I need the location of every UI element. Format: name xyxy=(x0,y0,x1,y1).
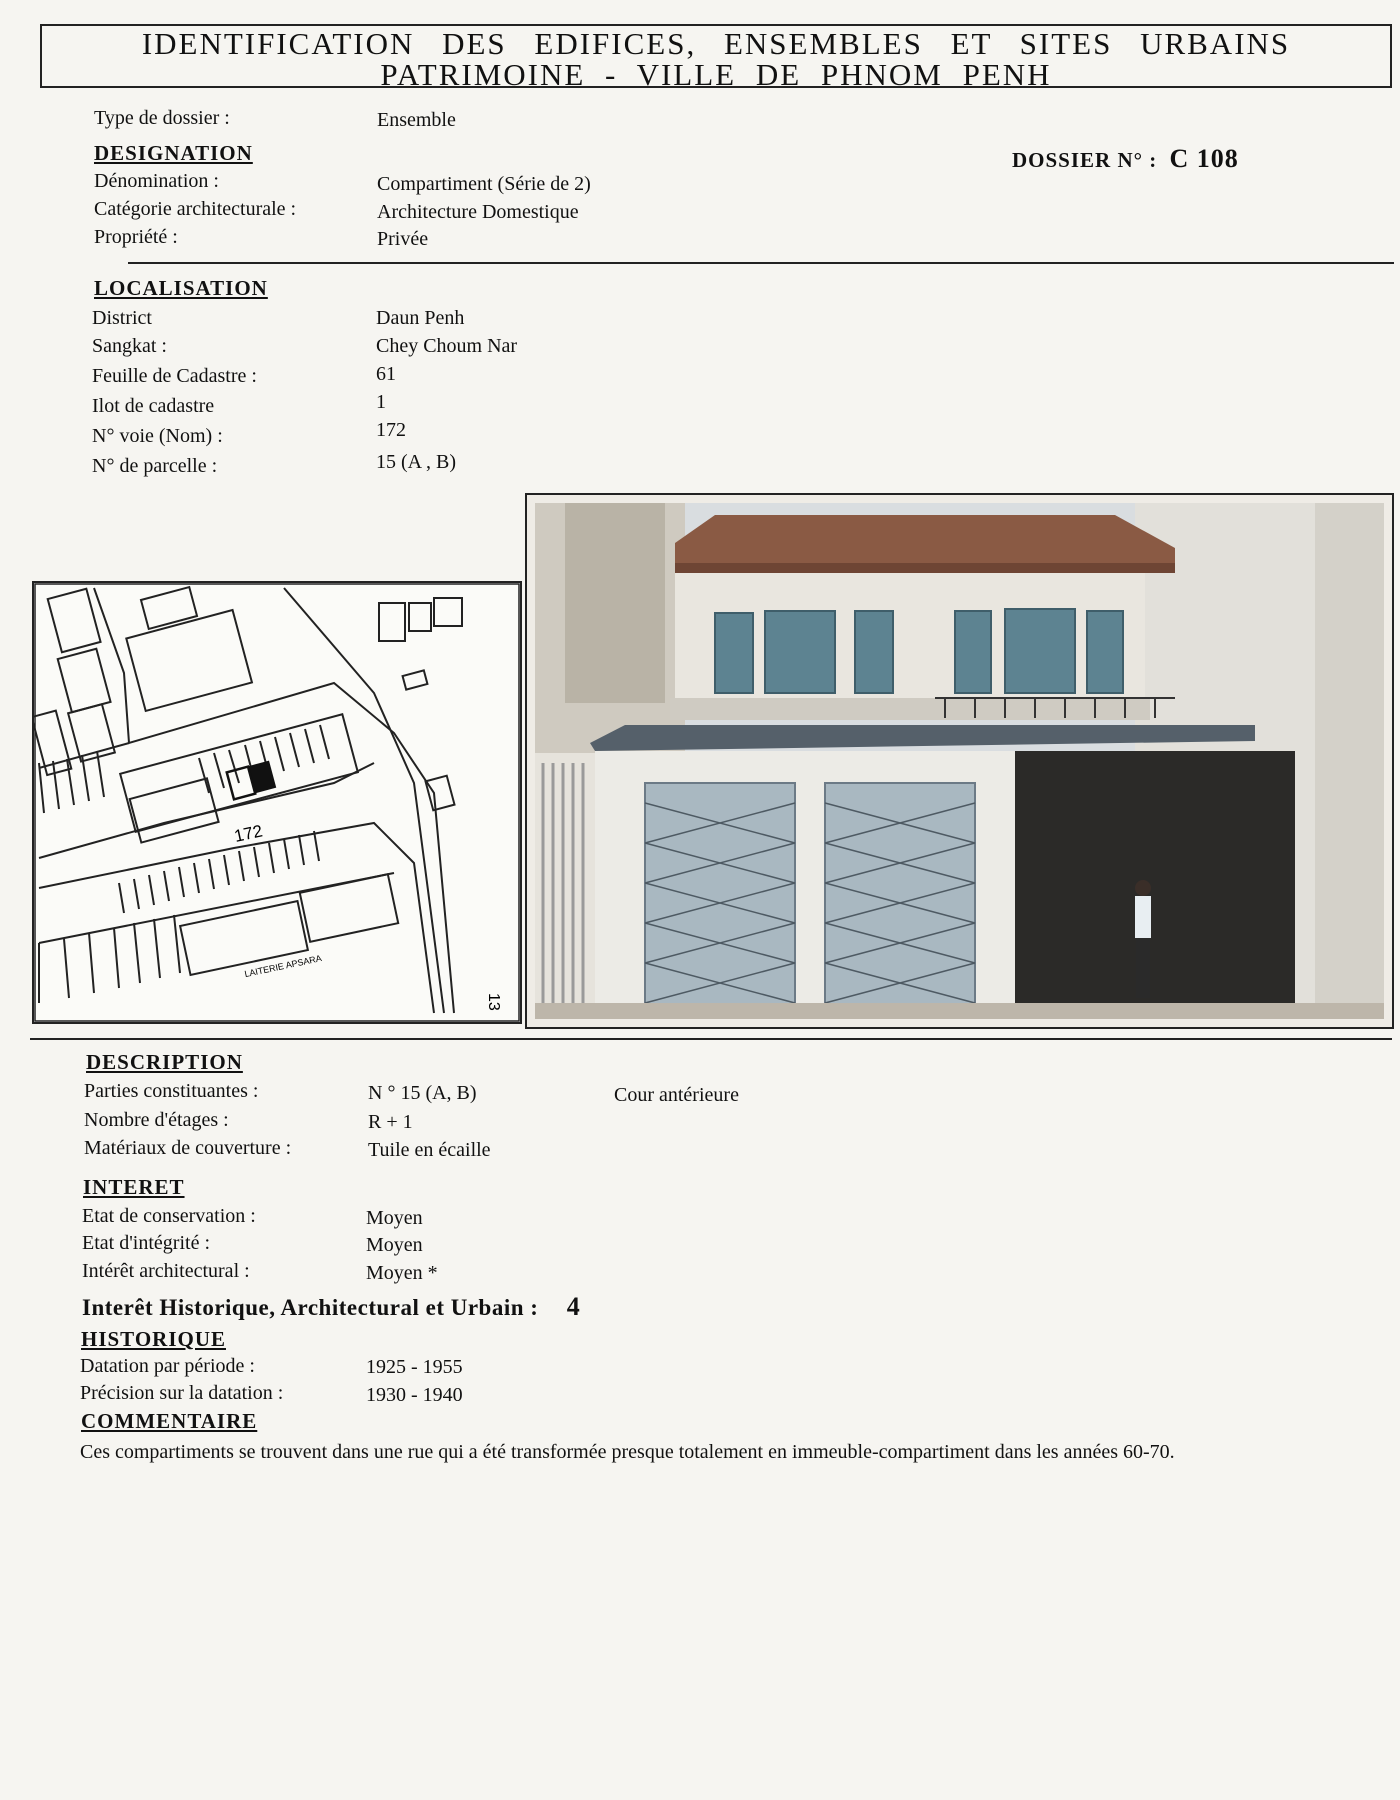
map-street-label: 172 xyxy=(232,821,265,846)
field-value: Tuile en écaille xyxy=(368,1139,491,1161)
interet-summary-label: Interêt Historique, Architectural et Urbain : xyxy=(82,1295,539,1320)
section-description-title: DESCRIPTION xyxy=(86,1050,243,1074)
commentaire-text: Ces compartiments se trouvent dans une rue qui a été transformée presque totalement en immeuble-compartiment dans les années 60-70. xyxy=(80,1441,1175,1463)
cadastre-map xyxy=(32,581,522,1024)
field-value: 1 xyxy=(376,391,386,413)
field-label: Propriété : xyxy=(94,226,178,248)
field-label: N° de parcelle : xyxy=(92,455,218,477)
field-label: Nombre d'étages : xyxy=(84,1109,229,1131)
field-label: Ilot de cadastre xyxy=(92,395,215,417)
field-value: 1930 - 1940 xyxy=(366,1384,463,1406)
field-label: Parties constituantes : xyxy=(84,1080,259,1102)
field-label: District xyxy=(92,307,152,329)
field-value: 172 xyxy=(376,419,406,441)
field-label: Intérêt architectural : xyxy=(82,1260,250,1282)
field-label: Dénomination : xyxy=(94,170,219,192)
field-extra-value: Cour antérieure xyxy=(614,1084,739,1106)
field-label: Feuille de Cadastre : xyxy=(92,365,257,387)
building-photo xyxy=(525,493,1394,1029)
interet-summary xyxy=(82,1292,580,1322)
section-interet-title: INTERET xyxy=(83,1175,185,1199)
interet-summary-value: 4 xyxy=(566,1292,581,1321)
field-value: Moyen xyxy=(366,1234,423,1256)
field-label: Etat de conservation : xyxy=(82,1205,256,1227)
dossier-number-value: C 108 xyxy=(1169,144,1239,173)
type-dossier-value: Ensemble xyxy=(377,109,456,131)
section-commentaire-title: COMMENTAIRE xyxy=(81,1409,258,1433)
header-title-line1: IDENTIFICATION DES EDIFICES, ENSEMBLES ET SITES URBAINS xyxy=(141,26,1291,61)
field-label: Etat d'intégrité : xyxy=(82,1232,211,1254)
dossier-number xyxy=(1012,144,1239,174)
section-historique-title: HISTORIQUE xyxy=(81,1327,226,1351)
field-label: Matériaux de couverture : xyxy=(84,1137,292,1159)
field-label: Datation par période : xyxy=(80,1355,255,1377)
section-divider xyxy=(128,262,1394,264)
field-value: 1925 - 1955 xyxy=(366,1356,463,1378)
type-dossier-label: Type de dossier : xyxy=(94,107,230,129)
map-corner-label: 13 xyxy=(485,993,502,1011)
field-value: Moyen * xyxy=(366,1262,438,1284)
field-value: 15 (A , B) xyxy=(376,451,456,473)
field-value: R + 1 xyxy=(368,1111,413,1133)
field-value: Chey Choum Nar xyxy=(376,335,518,357)
cadastre-map-drawing xyxy=(34,583,520,1022)
field-value: Architecture Domestique xyxy=(377,201,579,223)
field-value: Daun Penh xyxy=(376,307,465,329)
field-label: Précision sur la datation : xyxy=(80,1382,284,1404)
map-sign-label: LAITERIE APSARA xyxy=(243,953,323,980)
document-header xyxy=(40,24,1392,92)
section-divider xyxy=(30,1038,1392,1040)
field-value: 61 xyxy=(376,363,396,385)
field-label: Sangkat : xyxy=(92,335,167,357)
field-value: Moyen xyxy=(366,1207,423,1229)
field-label: Catégorie architecturale : xyxy=(94,198,297,220)
section-designation-title: DESIGNATION xyxy=(94,141,253,165)
field-value: Compartiment (Série de 2) xyxy=(377,173,591,195)
field-value: Privée xyxy=(377,228,429,250)
building-photo-drawing xyxy=(535,503,1384,1019)
field-value: N ° 15 (A, B) xyxy=(368,1082,477,1104)
header-title-line2: PATRIMOINE - VILLE DE PHNOM PENH xyxy=(380,57,1052,92)
dossier-number-label: DOSSIER N° : xyxy=(1012,148,1158,172)
section-localisation-title: LOCALISATION xyxy=(94,276,268,300)
field-label: N° voie (Nom) : xyxy=(92,425,223,447)
